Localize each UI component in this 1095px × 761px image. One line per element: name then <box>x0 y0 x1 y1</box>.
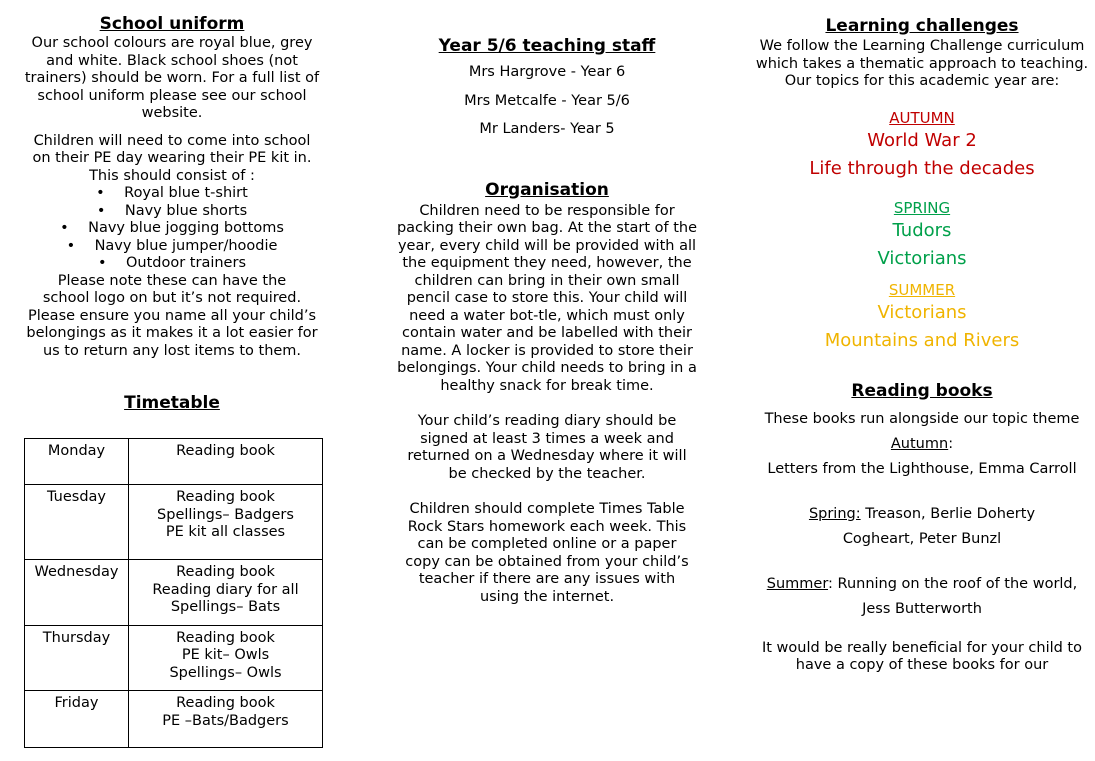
activity-line: Reading book <box>176 564 275 580</box>
activity-cell <box>129 439 323 485</box>
activity-line: Spellings– Badgers <box>157 506 294 523</box>
learning-intro: We follow the Learning Challenge curriculum which takes a thematic approach to teaching. Our topics for this academic year are: <box>755 38 1089 89</box>
activity-line: Reading book <box>176 443 275 459</box>
autumn-heading: AUTUMN <box>889 108 955 127</box>
staff-title: Year 5/6 teaching staff <box>438 36 656 56</box>
staff-organisation-column <box>392 0 702 606</box>
list-item: • Navy blue jumper/hoodie <box>14 238 330 256</box>
reading-autumn <box>752 432 1092 457</box>
organisation-title: Organisation <box>485 179 609 200</box>
staff-list <box>392 58 702 144</box>
activity-cell <box>129 625 323 691</box>
table-row <box>25 485 323 560</box>
list-item: • Navy blue jogging bottoms <box>14 220 330 238</box>
list-item: Mrs Hargrove - Year 6 <box>468 64 626 80</box>
activity-line: Reading book <box>176 629 275 646</box>
reading-intro: These books run alongside our topic theme <box>764 410 1080 427</box>
summer-topic: Mountains and Rivers <box>824 329 1020 351</box>
day-cell: Monday <box>25 439 129 485</box>
organisation-para2: Your child’s reading diary should be signed at least 3 times a week and returned on a Wednesday where it will be checked by the teacher. <box>407 413 687 482</box>
organisation-para1: Children need to be responsible for packing their own bag. At the start of the year, every child will be provided with all the equipment they need, however, the children can bring in their own small pencil case to store this. Your child will need a water bot-tle, which must only contain water and be labelled with their name. A locker is provided to store their belongings. Your child needs to bring in a healthy snack for break time. <box>396 202 698 394</box>
day-cell: Wednesday <box>25 560 129 626</box>
summer-topic: Victorians <box>877 301 967 323</box>
activity-cell <box>129 485 323 560</box>
timetable-table <box>24 438 323 748</box>
table-row <box>25 439 323 485</box>
activity-line: Spellings– Owls <box>169 664 282 681</box>
reading-spring-book2: Cogheart, Peter Bunzl <box>842 530 1002 547</box>
list-item: Mrs Metcalfe - Year 5/6 <box>464 92 630 109</box>
reading-spring <box>752 502 1092 527</box>
uniform-para2: Children will need to come into school on their PE day wearing their PE kit in. This should consist of : <box>32 132 312 184</box>
list-item: • Outdoor trainers <box>14 255 330 273</box>
list-item: • Royal blue t-shirt <box>14 185 330 203</box>
activity-cell <box>129 691 323 748</box>
school-uniform-column <box>14 0 330 413</box>
organisation-para3: Children should complete Times Table Rock Stars homework each week. This can be completed online or a paper copy can be obtained from your child’s teacher if there are any issues with using the internet. <box>405 501 689 605</box>
learning-title: Learning challenges <box>825 16 1019 36</box>
activity-line: Reading book <box>176 489 275 505</box>
reading-summer-book2: Jess Butterworth <box>862 600 982 617</box>
autumn-topic: Life through the decades <box>809 157 1035 179</box>
table-row <box>25 691 323 748</box>
reading-title: Reading books <box>851 380 993 401</box>
autumn-topic: World War 2 <box>867 129 977 151</box>
uniform-para3: Please note these can have the school logo on but it’s not required. <box>42 272 302 306</box>
spring-topic: Tudors <box>892 219 952 241</box>
activity-line: PE –Bats/Badgers <box>162 712 289 729</box>
list-item: • Navy blue shorts <box>14 203 330 221</box>
activity-line: PE kit all classes <box>165 524 286 540</box>
uniform-para4: Please ensure you name all your child’s belongings as it makes it a lot easier for us to return any lost items to them. <box>26 307 318 359</box>
reading-autumn-book: Letters from the Lighthouse, Emma Carroll <box>767 460 1077 477</box>
activity-line: Reading diary for all <box>152 581 299 598</box>
reading-summer <box>752 572 1092 597</box>
table-row <box>25 625 323 691</box>
summer-book: : Running on the roof of the world, <box>828 575 1078 592</box>
activity-line: Reading book <box>176 695 275 711</box>
uniform-title: School uniform <box>99 14 245 34</box>
uniform-para1: Our school colours are royal blue, grey and white. Black school shoes (not trainers) should be worn. For a full list of school uniform please see our school website. <box>24 35 320 121</box>
pe-kit-list <box>14 185 330 273</box>
activity-cell <box>129 560 323 626</box>
autumn-label: Autumn <box>890 435 949 452</box>
list-item: Mr Landers- Year 5 <box>479 121 615 137</box>
timetable-title: Timetable <box>124 393 220 413</box>
spring-book: Treason, Berlie Doherty <box>860 505 1036 522</box>
spring-heading: SPRING <box>893 198 951 217</box>
autumn-section <box>752 109 1092 183</box>
day-cell: Thursday <box>25 625 129 691</box>
spring-label: Spring: <box>808 505 861 522</box>
activity-line: PE kit– Owls <box>181 647 270 663</box>
learning-reading-column <box>752 0 1092 675</box>
spring-topic: Victorians <box>877 247 967 269</box>
reading-closing: It would be really beneficial for your child to have a copy of these books for our <box>761 639 1082 673</box>
spring-section <box>752 199 1092 273</box>
activity-line: Spellings– Bats <box>170 599 281 615</box>
day-cell: Tuesday <box>25 485 129 560</box>
summer-label: Summer <box>766 575 829 592</box>
summer-section <box>752 281 1092 355</box>
table-row <box>25 560 323 626</box>
day-cell: Friday <box>25 691 129 748</box>
summer-heading: SUMMER <box>888 280 956 299</box>
autumn-colon: : <box>948 435 954 452</box>
